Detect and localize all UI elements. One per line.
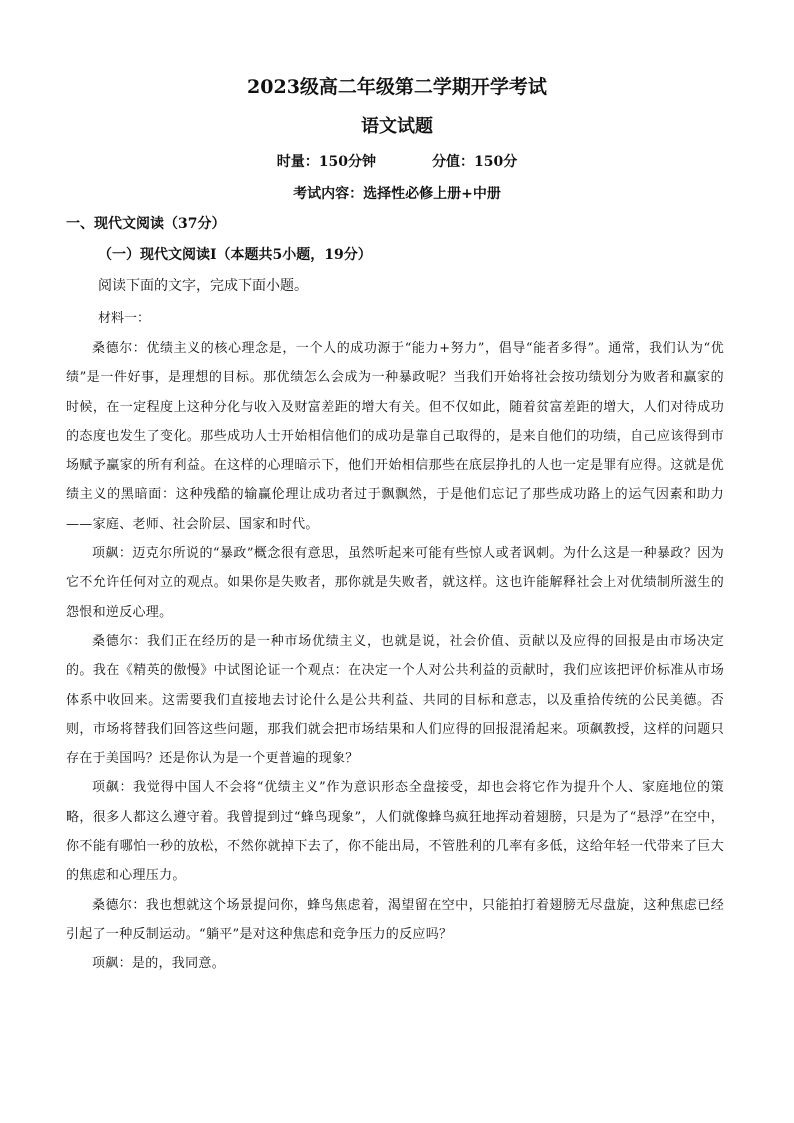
paragraph: 项飙：我觉得中国人不会将“优绩主义”作为意识形态全盘接受，却也会将它作为提升个人、家庭地位的策略，很多人都这么遵守着。我曾提到过“蜂鸟现象”，人们就像蜂鸟疯狂地挥动着翅膀，只是为了“悬浮”在空中，你不能有哪怕一秒的放松，不然你就掉下去了，你不能出局，不管胜利的几率有多低，这给年轻一代带来了巨大的焦虑和心理压力。: [66, 780, 724, 884]
material-label: 材料一：: [98, 311, 151, 326]
exam-meta: [0, 151, 794, 171]
section-heading: 一、现代文阅读（37分）: [66, 216, 226, 232]
paragraph: 桑德尔：我们正在经历的是一种市场优绩主义，也就是说，社会价值、贡献以及应得的回报是由市场决定的。我在《精英的傲慢》中试图论证一个观点：在决定一个人对公共利益的贡献时，我们应该把评价标准从市场体系中收回来。这需要我们直接地去讨论什么是公共利益、共同的目标和意志，以及重拾传统的公民美德。否则，市场将替我们回答这些问题，那我们就会把市场结果和人们应得的回报混淆起来。项飙教授，这样的问题只存在于美国吗？还是你认为是一个更普遍的现象？: [66, 633, 724, 767]
exam-title: 2023级高二年级第二学期开学考试: [247, 76, 547, 98]
paragraph: 桑德尔：我也想就这个场景提问你，蜂鸟焦虑着，渴望留在空中，只能拍打着翅膀无尽盘旋，这种焦虑已经引起了一种反制运动。“躺平”是对这种焦虑和竞争压力的反应吗？: [66, 897, 724, 942]
instruction: 阅读下面的文字，完成下面小题。: [98, 278, 308, 294]
exam-time: 时量：150分钟: [276, 154, 376, 170]
subsection-heading: （一）现代文阅读Ⅰ（本题共5小题，19分）: [98, 247, 372, 263]
exam-content: 考试内容：选择性必修上册+中册: [293, 186, 501, 202]
paragraph: 项飙：迈克尔所说的“暴政”概念很有意思，虽然听起来可能有些惊人或者讽刺。为什么这是一种暴政？因为它不允许任何对立的观点。如果你是失败者，那你就是失败者，就这样。这也许能解释社会上对优绩制所滋生的怨恨和逆反心理。: [66, 546, 724, 620]
paragraph: 桑德尔：优绩主义的核心理念是，一个人的成功源于“能力+努力”，倡导“能者多得”。通常，我们认为“优绩”是一件好事，是理想的目标。那优绩怎么会成为一种暴政呢？当我们开始将社会按功绩划分为败者和赢家的时候，在一定程度上这种分化与收入及财富差距的增大有关。但不仅如此，随着贫富差距的增大，人们对待成功的态度也发生了变化。那些成功人士开始相信他们的成功是靠自己取得的，是来自他们的功绩，自己应该得到市场赋予赢家的所有利益。在这样的心理暗示下，他们开始相信那些在底层挣扎的人也一定是罪有应得。这就是优绩主义的黑暗面：这种残酷的输赢伦理让成功者过于飘飘然，于是他们忘记了那些成功路上的运气因素和助力——家庭、老师、社会阶层、国家和时代。: [66, 341, 724, 532]
subject-title: 语文试题: [361, 116, 433, 137]
exam-score: 分值：150分: [432, 154, 518, 170]
material-text: [66, 334, 724, 979]
paragraph: 项飙：是的，我同意。: [92, 956, 226, 972]
